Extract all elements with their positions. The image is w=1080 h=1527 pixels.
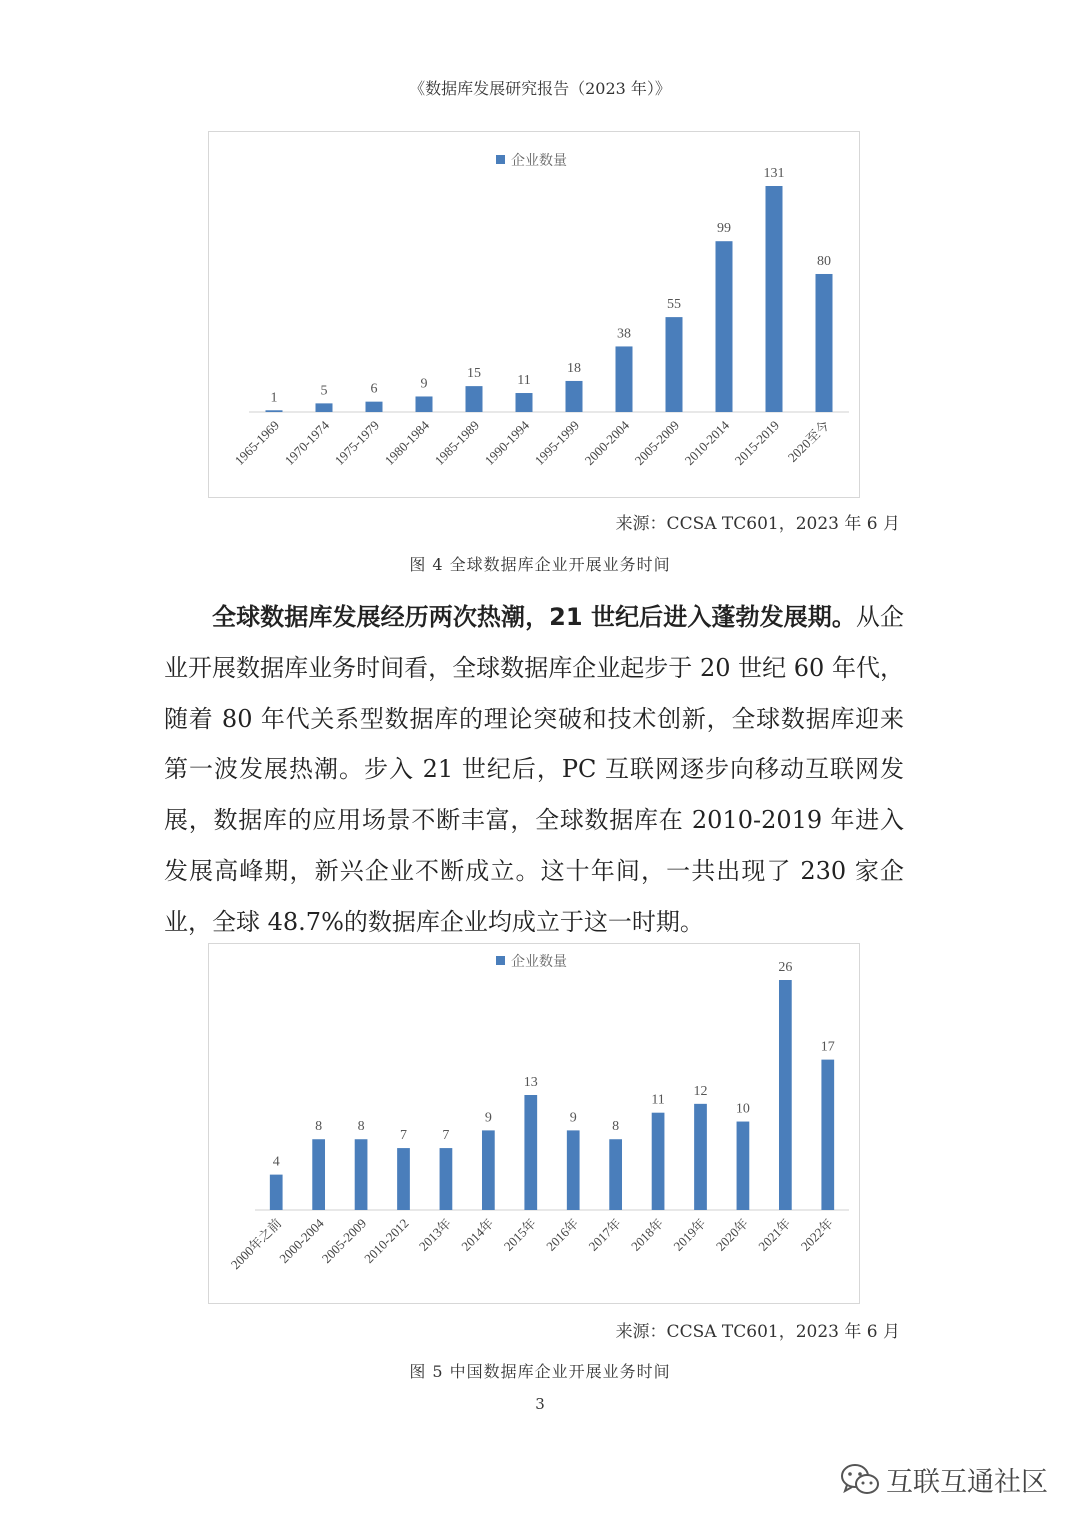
figure4-bar-value: 9 (420, 376, 428, 392)
figure4-svg (209, 132, 859, 497)
figure5-tick-label: 2016年 (543, 1215, 582, 1254)
figure5-bar (779, 980, 792, 1210)
figure5-bar (312, 1139, 325, 1210)
figure5-bar (482, 1130, 495, 1210)
figure4-bar (366, 402, 383, 412)
figure5-bar-value: 4 (272, 1154, 280, 1170)
figure5-chart (208, 943, 860, 1304)
figure5-bar (567, 1130, 580, 1210)
figure5-bar-value: 17 (820, 1039, 835, 1055)
figure5-bar (737, 1122, 750, 1210)
figure5-bar-value: 8 (315, 1119, 323, 1135)
figure5-tick-label: 2000-2004 (276, 1215, 327, 1266)
figure5-tick-label: 2005-2009 (318, 1215, 370, 1266)
figure5-bar-value: 11 (651, 1092, 665, 1108)
figure4-bar-value: 131 (763, 166, 785, 181)
figure4-bar (266, 410, 283, 412)
figure4-bar-value: 99 (717, 221, 731, 237)
figure5-bar-value: 7 (400, 1128, 407, 1144)
figure4-tick-label: 2005-2009 (631, 417, 683, 468)
figure4-bar (616, 346, 633, 412)
figure5-tick-label: 2019年 (670, 1215, 709, 1254)
figure4-bar-value: 18 (567, 360, 581, 376)
figure5-tick-label: 2014年 (458, 1215, 497, 1254)
figure4-bar (666, 317, 683, 412)
figure5-bar (821, 1060, 834, 1210)
figure4-bar (316, 403, 333, 412)
figure4-bar-value: 5 (320, 383, 328, 399)
figure4-bar-value: 80 (817, 253, 831, 269)
figure5-bar (440, 1148, 453, 1210)
figure5-bar (397, 1148, 410, 1210)
figure5-tick-label: 2022年 (797, 1215, 836, 1254)
figure5-tick-label: 2013年 (415, 1215, 455, 1254)
figure5-tick-label: 2021年 (755, 1215, 794, 1254)
figure5-tick-label: 2000年之前 (227, 1215, 285, 1273)
figure5-tick-label: 2020年 (712, 1215, 752, 1254)
figure4-source: 来源：CCSA TC601，2023 年 6 月 (615, 514, 900, 534)
figure5-bar-value: 9 (569, 1110, 577, 1126)
figure4-bar-value: 6 (370, 381, 378, 397)
figure4-tick-label: 2010-2014 (681, 417, 733, 468)
figure5-bar (609, 1139, 622, 1210)
figure4-tick-label: 1970-1974 (281, 417, 333, 468)
figure5-bar-value: 26 (778, 960, 793, 975)
figure4-bar (816, 274, 833, 412)
page-number: 3 (535, 1395, 545, 1413)
figure4-caption: 图 4 全球数据库企业开展业务时间 (409, 555, 671, 574)
figure5-tick-label: 2010-2012 (361, 1215, 412, 1266)
figure4-bar (566, 381, 583, 412)
figure5-source: 来源：CCSA TC601，2023 年 6 月 (615, 1322, 900, 1342)
figure4-tick-label: 2020至今 (784, 417, 833, 465)
figure5-bar (270, 1175, 283, 1210)
figure5-bar-value: 8 (357, 1119, 365, 1135)
figure5-bar-value: 10 (735, 1101, 750, 1117)
wechat-icon (840, 1463, 880, 1497)
figure5-bar-value: 9 (484, 1110, 492, 1126)
figure4-bar (516, 393, 533, 412)
running-header: 《数据库发展研究报告（2023 年）》 (409, 79, 671, 98)
figure4-bar-value: 1 (270, 390, 278, 406)
figure4-tick-label: 1990-1994 (481, 417, 533, 468)
figure5-tick-label: 2018年 (627, 1215, 667, 1254)
figure4-bar (466, 386, 483, 412)
figure5-bar-value: 8 (612, 1119, 620, 1135)
figure5-bar (355, 1139, 368, 1210)
figure4-bar-value: 11 (517, 373, 531, 389)
watermark-text: 互联互通社区 (886, 1467, 1048, 1498)
figure4-bar-value: 15 (467, 366, 481, 382)
figure5-legend (496, 953, 567, 970)
figure5-legend-swatch (496, 956, 505, 965)
paragraph-lead: 全球数据库发展经历两次热潮，21 世纪后进入蓬勃发展期。 (212, 603, 856, 631)
figure4-legend-swatch (496, 155, 505, 164)
figure5-bar-value: 7 (442, 1128, 450, 1144)
figure4-tick-label: 1965-1969 (231, 417, 283, 468)
figure4-legend (496, 152, 567, 169)
figure4-chart (208, 131, 860, 498)
figure5-tick-label: 2015年 (500, 1215, 539, 1254)
figure4-bar-value: 55 (667, 297, 681, 313)
figure4-bar-value: 38 (617, 326, 631, 342)
figure5-bar-value: 12 (693, 1083, 708, 1099)
figure5-bar (694, 1104, 707, 1210)
figure4-bar (766, 186, 783, 412)
figure5-bar-value: 13 (523, 1075, 538, 1090)
body-paragraph (164, 592, 904, 948)
figure5-bar (652, 1113, 665, 1210)
figure5-svg (209, 944, 859, 1303)
figure4-tick-label: 1980-1984 (381, 417, 433, 468)
figure4-tick-label: 2000-2004 (581, 417, 633, 468)
figure5-bar (524, 1095, 537, 1210)
figure4-tick-label: 1975-1979 (331, 417, 383, 468)
watermark (840, 1460, 1048, 1499)
figure4-tick-label: 1985-1989 (431, 417, 483, 468)
figure4-bar (716, 241, 733, 412)
figure5-legend-label: 企业数量 (511, 954, 567, 970)
figure5-caption: 图 5 中国数据库企业开展业务时间 (409, 1362, 671, 1381)
figure4-legend-label: 企业数量 (511, 153, 567, 169)
figure4-bar (416, 396, 433, 412)
paragraph-body: 从企业开展数据库业务时间看，全球数据库企业起步于 20 世纪 60 年代，随着 80 年代关系型数据库的理论突破和技术创新，全球数据库迎来第一波发展热潮。步入 21 世纪后，PC 互联网逐步向移动互联网发展，数据库的应用场景不断丰富，全球数据库在 2010-2019 年进入发展高峰期，新兴企业不断成立。这十年间，一共出现了 230 家企业，全球 48.7%的数据库企业均成立于这一时期。 (164, 603, 904, 936)
figure4-tick-label: 2015-2019 (731, 417, 783, 468)
figure5-tick-label: 2017年 (585, 1215, 624, 1254)
figure4-tick-label: 1995-1999 (531, 417, 583, 468)
